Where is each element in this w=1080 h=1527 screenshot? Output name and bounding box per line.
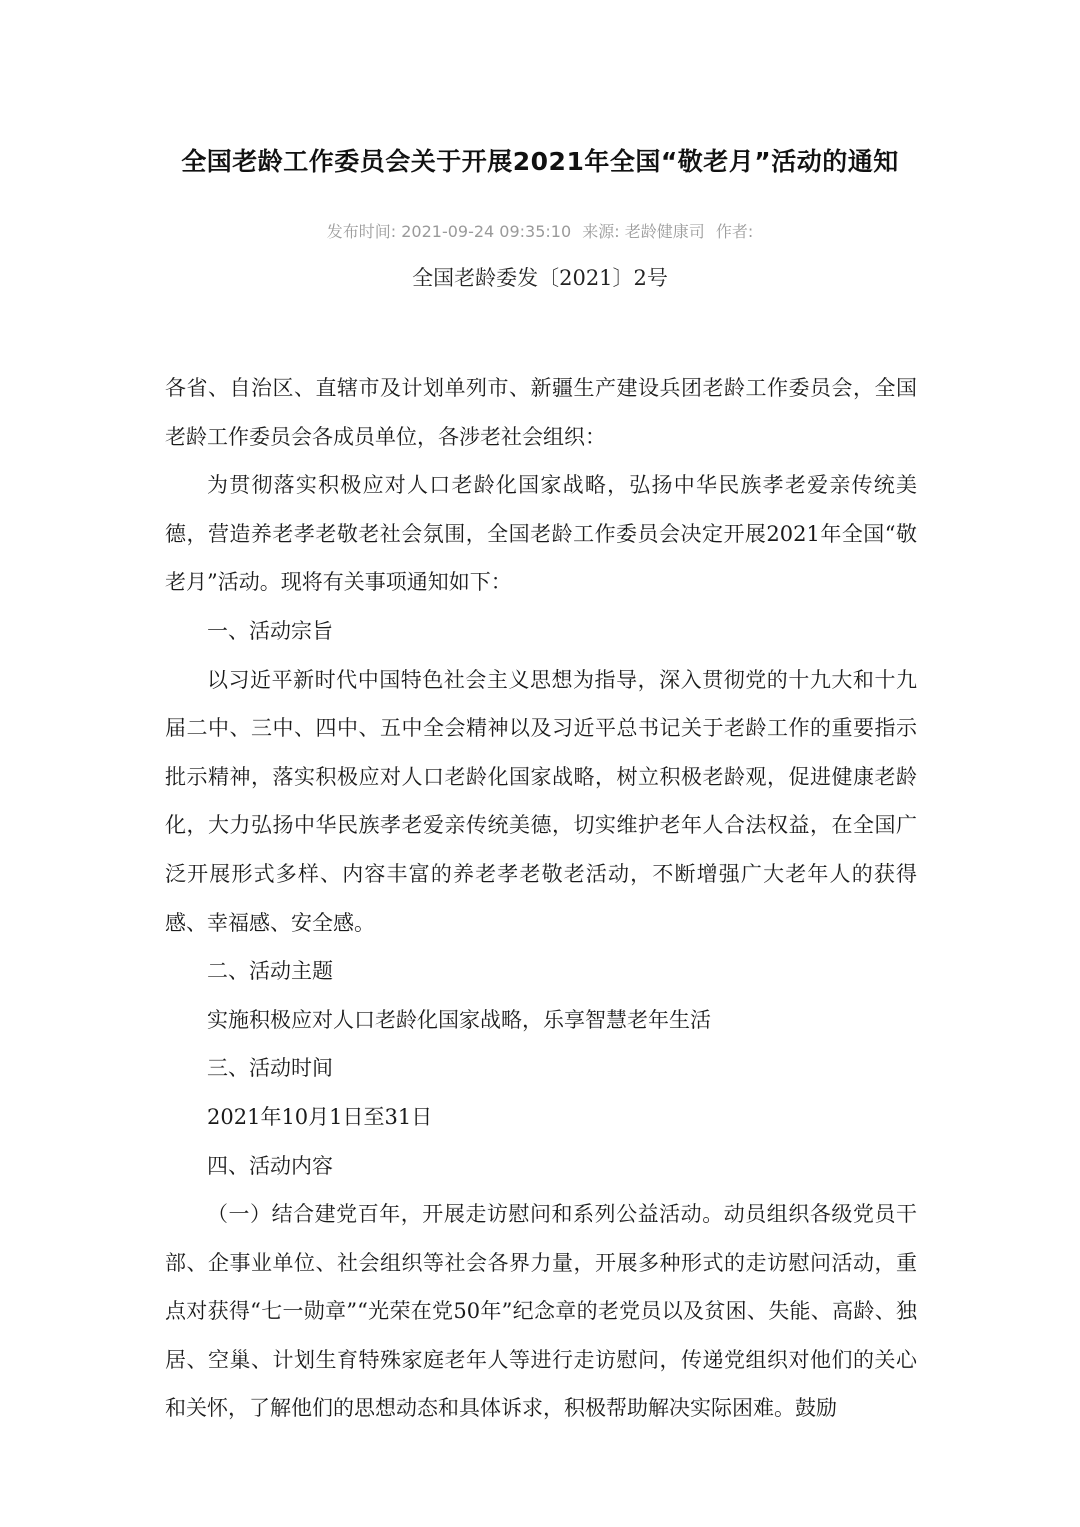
source-label: 来源: 老龄健康司 xyxy=(582,222,705,241)
document-number: 全国老龄委发〔2021〕2号 xyxy=(412,266,668,290)
document-body xyxy=(165,364,917,1433)
section-heading-time: 三、活动时间 xyxy=(207,1056,333,1081)
section-text-time: 2021年10月1日至31日 xyxy=(207,1104,433,1129)
publish-time: 发布时间: 2021-09-24 09:35:10 xyxy=(326,222,572,241)
section-text-content: （一）结合建党百年，开展走访慰问和系列公益活动。动员组织各级党员干部、企事业单位、社会组织等社会各界力量，开展多种形式的走访慰问活动，重点对获得“七一勋章”“光荣在党50年”纪念章的老党员以及贫困、失能、高龄、独居、空巢、计划生育特殊家庭老年人等进行走访慰问，传递党组织对他们的关心和关怀，了解他们的思想动态和具体诉求，积极帮助解决实际困难。鼓励 xyxy=(165,1202,917,1421)
intro-paragraph: 为贯彻落实积极应对人口老龄化国家战略，弘扬中华民族孝老爱亲传统美德，营造养老孝老敬老社会氛围，全国老龄工作委员会决定开展2021年全国“敬老月”活动。现将有关事项通知如下： xyxy=(165,473,917,595)
section-heading-theme: 二、活动主题 xyxy=(207,959,333,984)
author-label: 作者: xyxy=(715,222,754,241)
section-text-theme: 实施积极应对人口老龄化国家战略，乐享智慧老年生活 xyxy=(207,1007,711,1032)
article-meta xyxy=(0,219,1080,242)
section-heading-content: 四、活动内容 xyxy=(207,1153,333,1178)
section-text-purpose: 以习近平新时代中国特色社会主义思想为指导，深入贯彻党的十九大和十九届二中、三中、四中、五中全会精神以及习近平总书记关于老龄工作的重要指示批示精神，落实积极应对人口老龄化国家战略，树立积极老龄观，促进健康老龄化，大力弘扬中华民族孝老爱亲传统美德，切实维护老年人合法权益，在全国广泛开展形式多样、内容丰富的养老孝老敬老活动，不断增强广大老年人的获得感、幸福感、安全感。 xyxy=(165,667,917,935)
page-title: 全国老龄工作委员会关于开展2021年全国“敬老月”活动的通知 xyxy=(181,147,899,176)
section-heading-purpose: 一、活动宗旨 xyxy=(207,618,333,643)
salutation: 各省、自治区、直辖市及计划单列市、新疆生产建设兵团老龄工作委员会，全国老龄工作委员会各成员单位，各涉老社会组织： xyxy=(165,376,917,449)
